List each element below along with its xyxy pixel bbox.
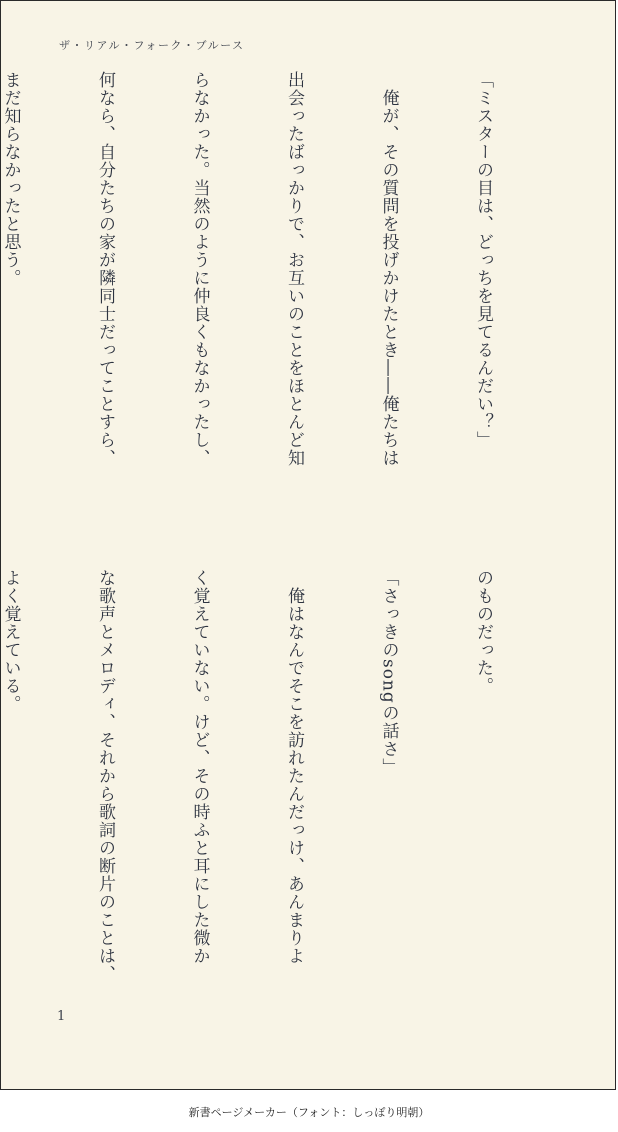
text-line: 「さっきのsongの話さ」: [378, 569, 399, 776]
text-line: まだ知らなかったと思う。: [0, 71, 21, 287]
footer-caption: 新書ページメーカー（フォント：しっぽり明朝）: [188, 1106, 430, 1119]
text-line: よく覚えている。: [0, 569, 21, 713]
text-line: な歌声とメロディ、それから歌詞の断片のことは、: [95, 569, 115, 983]
text-line: のものだった。: [473, 569, 493, 695]
body-text-lower: [0, 569, 561, 989]
text-line: 俺はなんでそこを訪れたんだっけ、あんまりよ: [284, 569, 304, 965]
page-number: 1: [57, 1009, 66, 1024]
text-line: く覚えていない。けど、その時ふと耳にした微か: [189, 569, 210, 965]
running-header: ザ・リアル・フォーク・ブルース: [59, 39, 245, 52]
text-line: 俺が、その質問を投げかけたとき――俺たちは: [378, 71, 399, 467]
text-line: らなかった。当然のように仲良くもなかったし、: [189, 71, 210, 467]
body-text-upper: [0, 71, 561, 523]
text-line: 「ミスターの目は、どっちを見てるんだい？」: [473, 71, 493, 449]
text-line: 出会ったばっかりで、お互いのことをほとんど知: [284, 71, 304, 467]
text-line: 何なら、自分たちの家が隣同士だってことすら、: [95, 71, 115, 467]
